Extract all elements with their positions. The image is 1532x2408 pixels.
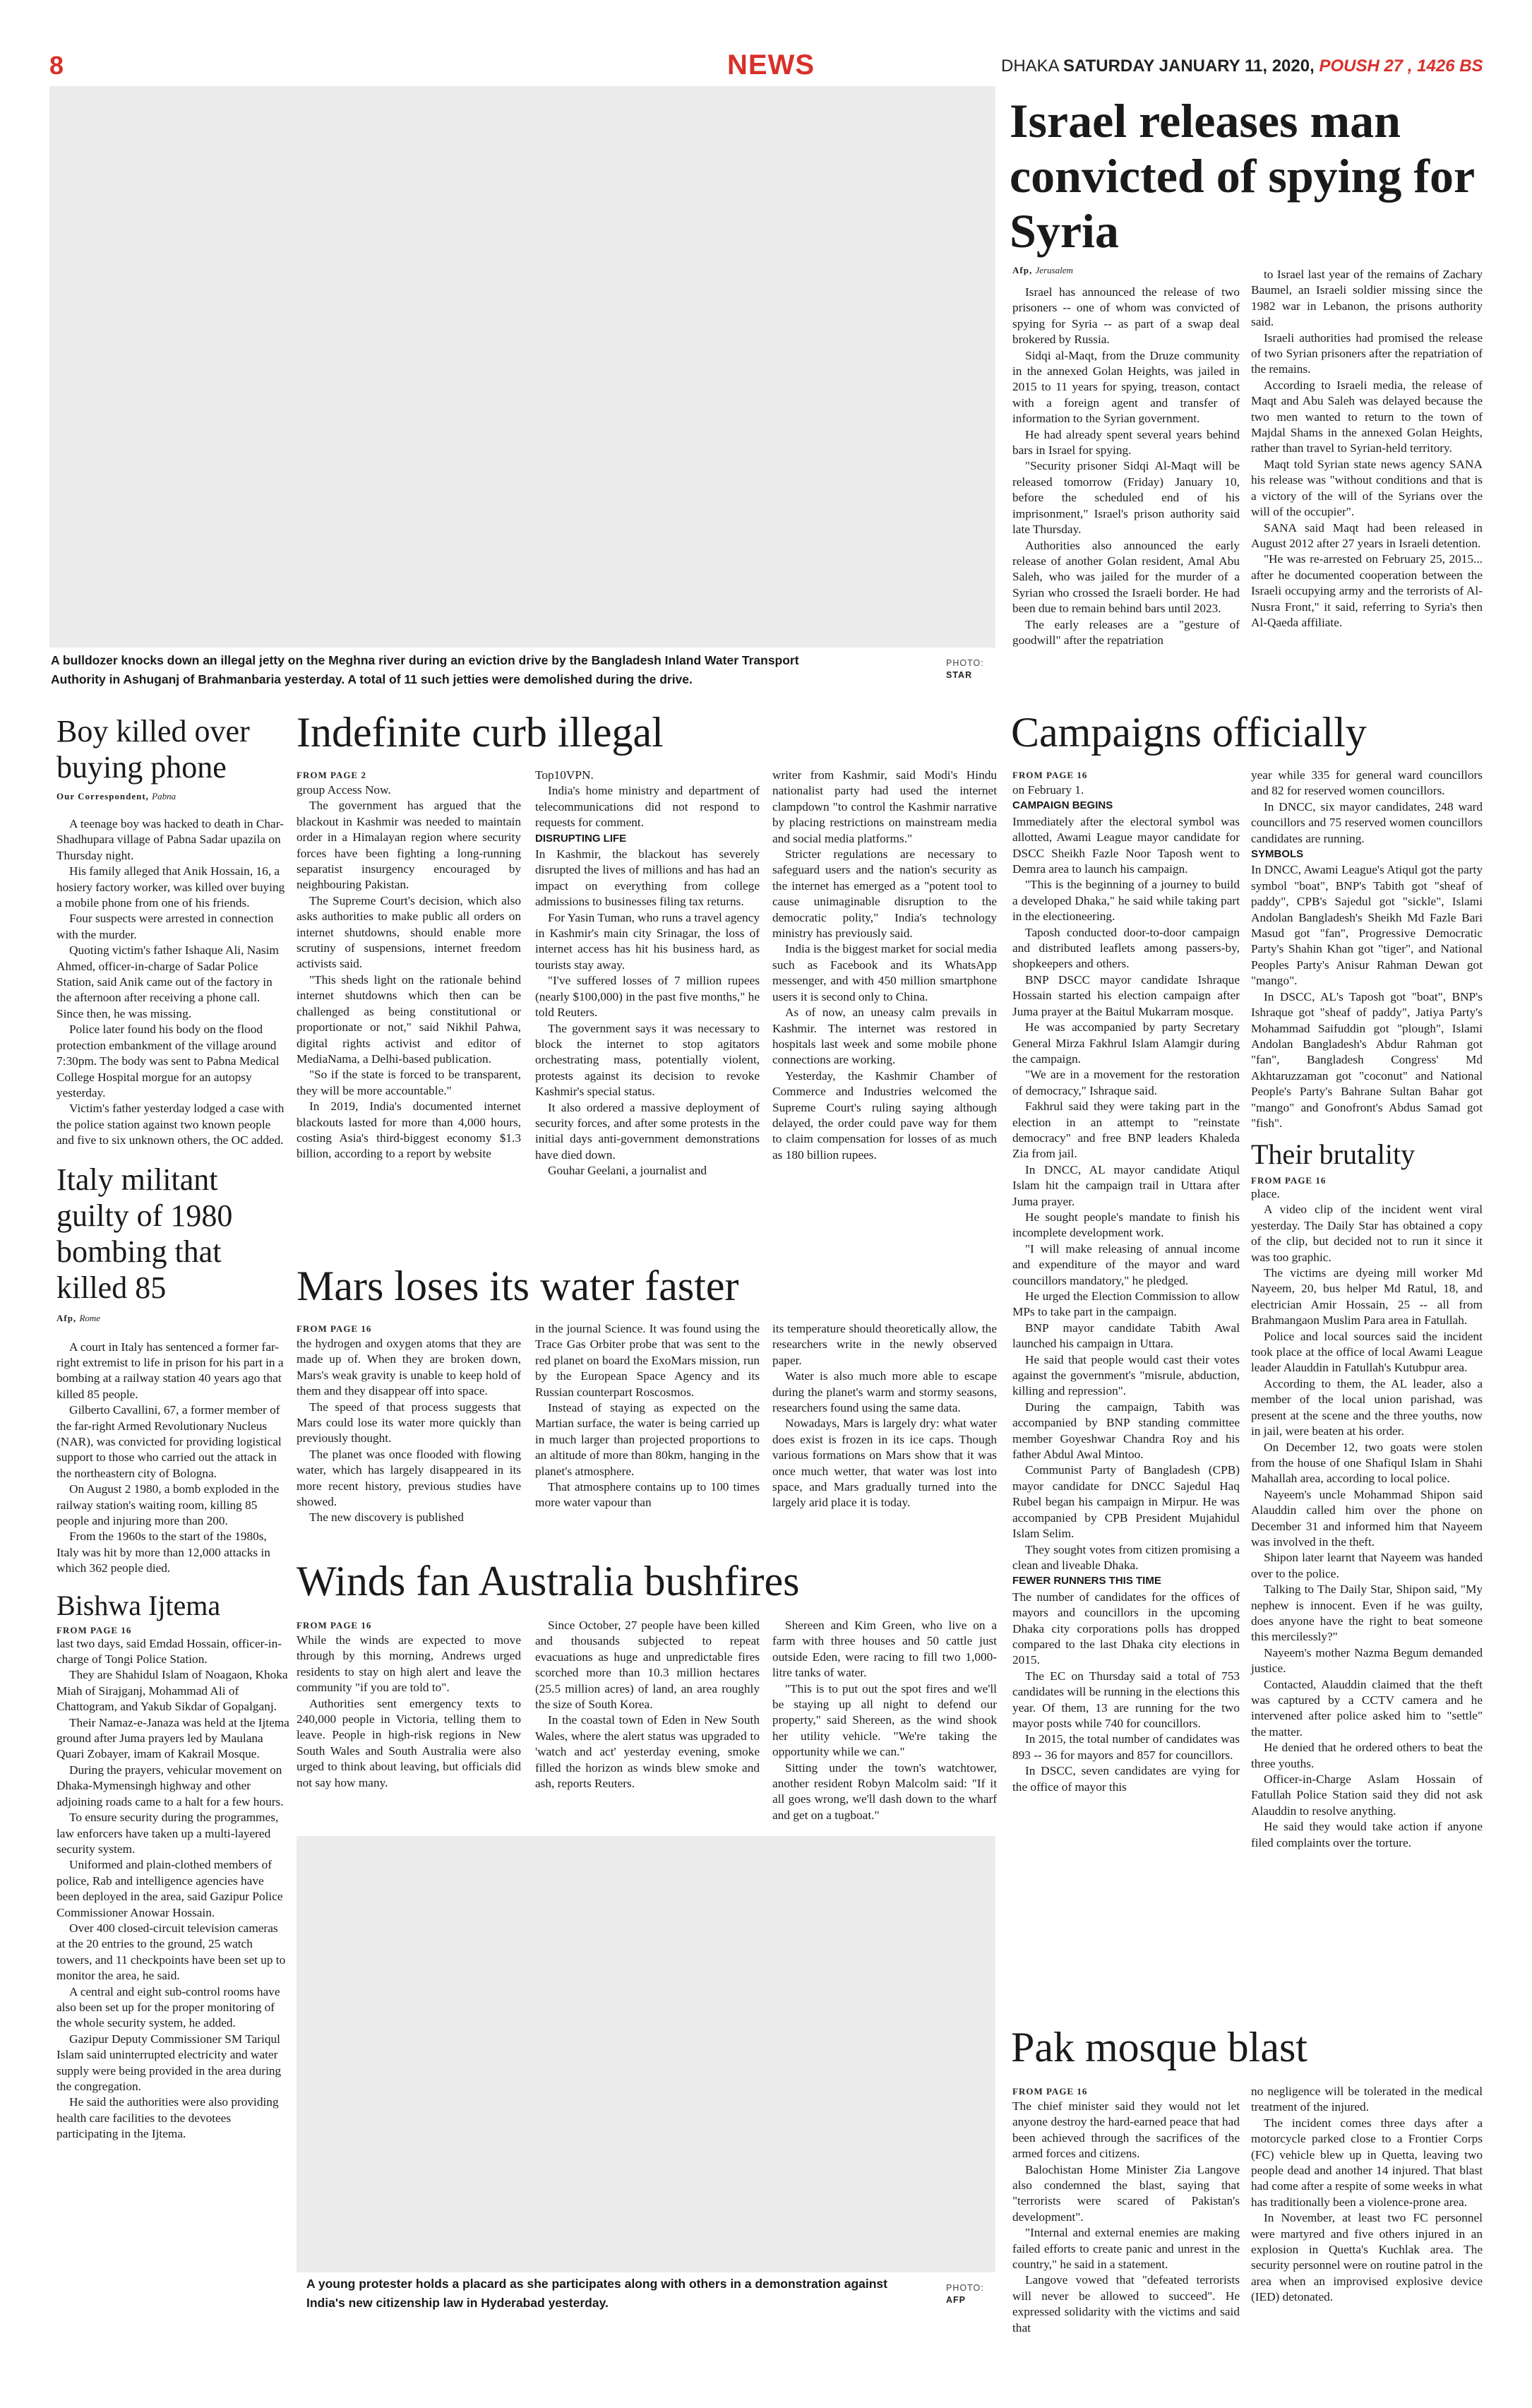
curb-col-2 xyxy=(535,768,760,1179)
italy-body xyxy=(56,1340,289,1577)
paragraph: to Israel last year of the remains of Zachary Baumel, an Israeli soldier missing since the 1982 war in Lebanon, the prisons authority said. xyxy=(1251,268,1483,329)
paragraph: "So if the state is forced to be transparent, they will be more accountable." xyxy=(297,1068,521,1097)
photo-top-credit-label: PHOTO: xyxy=(946,658,984,668)
paragraph: Fakhrul said they were taking part in the election in an attempt to "reinstate democracy" and free BNP leaders Khaleda Zia from jail. xyxy=(1012,1099,1240,1161)
paragraph: place. xyxy=(1251,1187,1280,1200)
paragraph: In 2015, the total number of candidates was 893 -- 36 for mayors and 857 for councillors. xyxy=(1012,1732,1240,1762)
brutality-from-page: FROM PAGE 16 xyxy=(1251,1175,1327,1186)
paragraph: "We are in a movement for the restoration of democracy," Ishraque said. xyxy=(1012,1068,1240,1097)
paragraph: Sitting under the town's watchtower, another resident Robyn Malcolm said: "If it all goes wrong, we'll dash down to the wharf and get on a tugboat." xyxy=(772,1760,997,1822)
israel-col-1 xyxy=(1012,285,1240,648)
paragraph: From the 1960s to the start of the 1980s, Italy was hit by more than 12,000 attacks in which 362 people died. xyxy=(56,1530,270,1575)
paragraph: BNP DSCC mayor candidate Ishraque Hossain started his election campaign after Juma prayer at the Baitul Mukarram mosque. xyxy=(1012,972,1240,1018)
left-column xyxy=(56,713,289,2142)
pak-headline: Pak mosque blast xyxy=(1011,2024,1307,2070)
subhead: CAMPAIGN BEGINS xyxy=(1012,799,1113,812)
paragraph: Israeli authorities had promised the release of two Syrian prisoners after the repatriation of the remains. xyxy=(1251,330,1483,376)
paragraph: "Internal and external enemies are making failed efforts to create panic and unrest in the country," he said in a statement. xyxy=(1012,2226,1240,2272)
paragraph: A video clip of the incident went viral yesterday. The Daily Star has obtained a copy of the clip, but decided not to run it since it was too graphic. xyxy=(1251,1203,1483,1264)
dateline-date: SATURDAY JANUARY 11, 2020, xyxy=(1063,56,1315,76)
boy-headline: Boy killed over buying phone xyxy=(56,714,250,785)
paragraph: Talking to The Daily Star, Shipon said, "My nephew is innocent. Even if he was guilty, does anyone have the right to beat someone this mercilessly?" xyxy=(1251,1583,1483,1644)
paragraph: On December 12, two goats were stolen from the house of one Shafiqul Islam in Shahi Mahallah area, according to local police. xyxy=(1251,1440,1483,1486)
campaigns-from-page: FROM PAGE 16 xyxy=(1012,770,1088,780)
curb-col-3 xyxy=(772,768,997,1163)
paragraph: In DNCC, AL mayor candidate Atiqul Islam hit the campaign trail in Uttara after Juma prayer. xyxy=(1012,1162,1240,1208)
paragraph: The early releases are a "gesture of goodwill" after the repatriation xyxy=(1012,617,1240,647)
section-title: NEWS xyxy=(727,49,815,81)
paragraph: He urged the Election Commission to allow MPs to take part in the campaign. xyxy=(1012,1289,1240,1319)
pak-col-2 xyxy=(1251,2084,1483,2306)
bishwa-body xyxy=(56,1636,289,2142)
paragraph: Victim's father yesterday lodged a case with the police station against two known people and five to six unknown others, the OC added. xyxy=(56,1102,285,1148)
paragraph: Nayeem's uncle Mohammad Shipon said Alauddin called him over the phone on December 31 and informed him that Nayeem was involved in the theft. xyxy=(1251,1487,1483,1549)
paragraph: Authorities sent emergency texts to 240,000 people in Victoria, telling them to leave. People in high-risk regions in New South Wales and South Australia were also urged to think about leaving, but officials did not say how many. xyxy=(297,1696,521,1789)
dateline-bengali: POUSH 27 , 1426 BS xyxy=(1319,56,1483,76)
paragraph: The Supreme Court's decision, which also asks authorities to make public all orders on internet shutdowns, should enable more scrutiny of suspensions, internet freedom activists said. xyxy=(297,893,521,971)
curb-headline: Indefinite curb illegal xyxy=(297,709,664,756)
paragraph: While the winds are expected to move through by this morning, Andrews urged residents to stay on high alert and leave the community "if you are told to". xyxy=(297,1633,521,1695)
paragraph: The incident comes three days after a motorcycle parked close to a Frontier Corps (FC) vehicle blew up in Quetta, leaving two people dead and another 14 injured. That blast had come after a respite of some weeks in what has traditionally been a violence-prone area. xyxy=(1251,2116,1483,2209)
paragraph: Stricter regulations are necessary to safeguard users and the nation's security as the internet has emerged as a "potent tool to cause unimaginable disruption to the democratic polity," India's technology ministry has previously said. xyxy=(772,847,997,941)
paragraph: In November, at least two FC personnel were martyred and five others injured in an explosion in Quetta's Kuchlak area. The security personnel were on routine patrol in the area when an improvised explosive device (IED) detonated. xyxy=(1251,2211,1483,2304)
paragraph: Water is also much more able to escape during the planet's warm and stormy seasons, researchers found using the same data. xyxy=(772,1369,997,1415)
subhead: SYMBOLS xyxy=(1251,848,1304,861)
photo-bottom-credit-label: PHOTO: xyxy=(946,2283,984,2293)
paragraph: He said the authorities were also providing health care facilities to the devotees participating in the Ijtema. xyxy=(56,2095,279,2141)
paragraph: That atmosphere contains up to 100 times more water vapour than xyxy=(535,1480,760,1510)
curb-from-page: FROM PAGE 2 xyxy=(297,770,366,780)
paragraph: Nowadays, Mars is largely dry: what water does exist is frozen in its ice caps. Though various formations on Mars show that it was once much wetter, that water was lost into space, and Mars gradually turned into the largely arid place it is today. xyxy=(772,1417,997,1510)
mars-col-3 xyxy=(772,1321,997,1511)
campaigns-col-2 xyxy=(1251,768,1483,1131)
paragraph: He sought people's mandate to finish his incomplete development work. xyxy=(1012,1210,1240,1240)
winds-from-page: FROM PAGE 16 xyxy=(297,1620,372,1631)
boy-byline-author: Our Correspondent, xyxy=(56,791,149,801)
paragraph: Over 400 closed-circuit television cameras at the 20 entries to the ground, 25 watch towers, and 11 checkpoints have been set up to monitor the area, he said. xyxy=(56,1921,286,1983)
photo-bottom-credit-source: AFP xyxy=(946,2295,966,2305)
paragraph: In DSCC, AL's Taposh got "boat", BNP's Ishraque got "sheaf of paddy", Jatiya Party's Mohammad Saifuddin got "plough", Islami Andolan Bangladesh's Abdur Rahman got "fan", Bangladesh Congress' Md Akhtaruzzaman got "coconut" and National People's Party's Bahrane Sultan Bahar got "mango" and Gonofront's Abdus Samad got "fish". xyxy=(1251,989,1483,1130)
paragraph: The EC on Thursday said a total of 753 candidates will be running in the elections this year. Of them, 13 are running for the two mayor posts while 740 for councillors. xyxy=(1012,1669,1240,1730)
paragraph: no negligence will be tolerated in the medical treatment of the injured. xyxy=(1251,2085,1483,2114)
paragraph: As of now, an uneasy calm prevails in Kashmir. The internet was restored in hospitals last week and some mobile phone connections are working. xyxy=(772,1006,997,1067)
paragraph: on February 1. xyxy=(1012,783,1084,797)
subhead: DISRUPTING LIFE xyxy=(535,832,627,845)
paragraph: During the prayers, vehicular movement on Dhaka-Mymensingh highway and other adjoining roads came to a halt for a few hours. xyxy=(56,1763,284,1808)
paragraph: For Yasin Tuman, who runs a travel agency in Kashmir's main city Srinagar, the loss of internet access has hit his business hard, as tourists stay away. xyxy=(535,910,760,972)
israel-byline-agency: Afp, xyxy=(1012,265,1033,275)
paragraph: According to Israeli media, the release of Maqt and Abu Saleh was delayed because the two men wanted to return to the town of Majdal Shams in the annexed Golan Heights, rather than travel to Syrian-held territory. xyxy=(1251,378,1483,455)
bishwa-from-page: FROM PAGE 16 xyxy=(56,1624,132,1635)
paragraph: Sidqi al-Maqt, from the Druze community in the annexed Golan Heights, was jailed in 2015 to 11 years for spying, treason, contact with a foreign agent and transfer of information to the Syrian government. xyxy=(1012,348,1240,426)
page-number: 8 xyxy=(49,51,64,80)
paragraph: According to them, the AL leader, also a member of the local union parishad, was present at the scene and the three youths, now in jail, were beaten at his order. xyxy=(1251,1376,1483,1438)
photo-bulldozer xyxy=(49,86,995,648)
paragraph: The victims are dyeing mill worker Md Nayeem, 20, bus helper Md Ratul, 18, and electrician Amir Hossain, 25 -- all from Brahmangaon Muslim Para area in Fatullah. xyxy=(1251,1266,1483,1328)
mars-col-2 xyxy=(535,1321,760,1511)
paragraph: The number of candidates for the offices of mayors and councillors in the upcoming Dhaka city corporations polls has dropped compared to the last Dhaka city elections in 2015. xyxy=(1012,1590,1240,1667)
pak-from-page: FROM PAGE 16 xyxy=(1012,2086,1088,2097)
paragraph: BNP mayor candidate Tabith Awal launched his campaign in Uttara. xyxy=(1012,1321,1240,1351)
paragraph: Gilberto Cavallini, 67, a former member of the far-right Armed Revolutionary Nucleus (NAR), was convicted for providing logistical support to those who carried out the attack in the northeastern city of Bologna. xyxy=(56,1403,282,1480)
paragraph: group Access Now. xyxy=(297,783,391,797)
paragraph: in the journal Science. It was found using the Trace Gas Orbiter probe that was sent to the red planet on board the ExoMars mission, run by the European Space Agency and its Russian counterpart Roscosmos. xyxy=(535,1322,760,1399)
paragraph: Uniformed and plain-clothed members of police, Rab and intelligence agencies have been deployed in the area, said Gazipur Police Commissioner Anowar Hossain. xyxy=(56,1858,283,1919)
paragraph: "This is to put out the spot fires and we'll be staying up all night to defend our property," said Shereen, as the wind shook her utility vehicle. "We're taking the opportunity while we can." xyxy=(772,1681,997,1759)
paragraph: Contacted, Alauddin claimed that the theft was captured by a CCTV camera and he intervened after police asked him to "settle" the matter. xyxy=(1251,1677,1483,1739)
winds-col-2 xyxy=(535,1618,760,1792)
paragraph: "This is the beginning of a journey to build a developed Dhaka," he said while taking part in the electioneering. xyxy=(1012,878,1240,924)
paragraph: During the campaign, Tabith was accompanied by BNP standing committee member Goyeshwar Chandra Roy and his father Abdul Awal Mintoo. xyxy=(1012,1400,1240,1462)
paragraph: A court in Italy has sentenced a former far-right extremist to life in prison for his part in a bombing at a railway station 40 years ago that killed 85 people. xyxy=(56,1340,284,1401)
paragraph: "Security prisoner Sidqi Al-Maqt will be released tomorrow (Friday) January 10, before the scheduled end of his imprisonment," Israel's prison authority said late Thursday. xyxy=(1012,459,1240,537)
dateline xyxy=(1001,56,1483,76)
boy-body xyxy=(56,816,289,1149)
paragraph: In the coastal town of Eden in New South Wales, where the alert status was upgraded to 'watch and act' yesterday evening, smoke filled the horizon as winds blew smoke and ash, reports Reuters. xyxy=(535,1713,760,1791)
paragraph: In DNCC, Awami League's Atiqul got the party symbol "boat", BNP's Tabith got "sheaf of paddy", CPB's Sajedul got "sickle", Islami Andolan Bangladesh's Sheikh Md Fazle Bari Masud got "fan", Progressive Democratic Party's Shahin Khan got "tiger", and National Peoples Party's Anisur Rahman Dewan got "mango". xyxy=(1251,863,1483,988)
winds-col-1 xyxy=(297,1633,521,1791)
paragraph: India is the biggest market for social media such as Facebook and its WhatsApp messenger, and with 450 million smartphone users it is second only to China. xyxy=(772,942,997,1003)
bishwa-headline: Bishwa Ijtema xyxy=(56,1589,221,1621)
paragraph: Top10VPN. xyxy=(535,768,594,782)
italy-byline xyxy=(56,1313,289,1324)
photo-top-credit xyxy=(946,657,995,681)
photo-bottom-caption: A young protester holds a placard as she participates along with others in a demonstration against India's new citizenship law in Hyderabad yesterday. xyxy=(306,2277,887,2310)
paragraph: He denied that he ordered others to beat the three youths. xyxy=(1251,1741,1483,1770)
mars-headline: Mars loses its water faster xyxy=(297,1263,739,1309)
israel-byline xyxy=(1012,265,1073,276)
photo-top-credit-source: STAR xyxy=(946,670,973,680)
paragraph: Police later found his body on the flood protection embankment of the village around 7:30pm. The body was sent to Pabna Medical College Hospital morgue for an autopsy yesterday. xyxy=(56,1023,280,1099)
paragraph: The planet was once flooded with flowing water, which has largely disappeared in its more recent history, previous studies have showed. xyxy=(297,1447,521,1509)
paragraph: Nayeem's mother Nazma Begum demanded justice. xyxy=(1251,1645,1483,1676)
paragraph: In DSCC, seven candidates are vying for the office of mayor this xyxy=(1012,1764,1240,1794)
boy-byline xyxy=(56,791,289,802)
paragraph: They sought votes from citizen promising a clean and liveable Dhaka. xyxy=(1012,1542,1240,1572)
pak-col-1 xyxy=(1012,2099,1240,2336)
paragraph: His family alleged that Anik Hossain, 16, a hosiery factory worker, was killed over buying a mobile phone from one of his friends. xyxy=(56,864,285,910)
paragraph: A central and eight sub-control rooms have also been set up for the proper monitoring of the whole security system, he added. xyxy=(56,1984,280,2030)
paragraph: The government says it was necessary to block the internet to stop agitators orchestrating mass, potentially violent, protests against its decision to revoke Kashmir's special status. xyxy=(535,1021,760,1099)
paragraph: They are Shahidul Islam of Noagaon, Khoka Miah of Sirajganj, Mohammad Ali of Chattogram, and Yakub Sikdar of Gopalganj. xyxy=(56,1668,288,1714)
paragraph: "He was re-arrested on February 25, 2015... after he documented cooperation between the Israeli occupying army and the terrorists of Al-Nusra Front," it said, referring to Syria's then Al-Qaeda affiliate. xyxy=(1251,552,1483,629)
paragraph: Communist Party of Bangladesh (CPB) mayor candidate for DNCC Sajedul Haq Rubel began his campaign in Mirpur. He was accompanied by CPB President Mujahidul Islam Selim. xyxy=(1012,1463,1240,1541)
paragraph: The government has argued that the blackout in Kashmir was needed to maintain order in a Himalayan region where security forces have been fighting a long-running separatist insurgency encouraged by neighbouring Pakistan. xyxy=(297,799,521,892)
paragraph: Immediately after the electoral symbol was allotted, Awami League mayor candidate for DSCC Sheikh Fazle Noor Taposh went to Demra area to launch his campaign. xyxy=(1012,814,1240,876)
paragraph: "I've suffered losses of 7 million rupees (nearly $100,000) in the past five months," he told Reuters. xyxy=(535,974,760,1020)
israel-headline: Israel releases man convicted of spying for Syria xyxy=(1010,94,1474,258)
italy-byline-agency: Afp, xyxy=(56,1312,77,1323)
mars-col-1 xyxy=(297,1336,521,1526)
israel-col-2 xyxy=(1251,267,1483,631)
subhead: FEWER RUNNERS THIS TIME xyxy=(1012,1575,1161,1587)
winds-headline: Winds fan Australia bushfires xyxy=(297,1558,800,1604)
paragraph: its temperature should theoretically allow, the researchers write in the newly observed paper. xyxy=(772,1322,997,1367)
paragraph: Since October, 27 people have been killed and thousands subjected to repeat evacuations as huge and unpredictable fires scorched more than 10.3 million hectares (25.5 million acres) of land, an area roughly the size of South Korea. xyxy=(535,1619,760,1712)
paragraph: writer from Kashmir, said Modi's Hindu nationalist party had used the internet clampdown "to control the Kashmir narrative by placing restrictions on mainstream media and social media platforms." xyxy=(772,768,997,845)
paragraph: On August 2 1980, a bomb exploded in the railway station's waiting room, killing 85 people and injuring more than 200. xyxy=(56,1482,280,1527)
paragraph: A teenage boy was hacked to death in Char-Shadhupara village of Pabna Sadar upazila on Thursday night. xyxy=(56,817,284,862)
paragraph: He had already spent several years behind bars in Israel for spying. xyxy=(1012,427,1240,458)
paragraph: Shereen and Kim Green, who live on a farm with three houses and 50 cattle just outside Eden, were racing to fill two 1,000-litre tanks of water. xyxy=(772,1619,997,1680)
paragraph: Maqt told Syrian state news agency SANA his release was "without conditions and that is a victory of the will of the Syrians over the will of the occupier". xyxy=(1251,457,1483,519)
paragraph: To ensure security during the programmes, law enforcers have taken up a multi-layered security system. xyxy=(56,1811,279,1856)
paragraph: SANA said Maqt had been released in August 2012 after 27 years in Israeli detention. xyxy=(1251,520,1483,550)
paragraph: It also ordered a massive deployment of security forces, and after some protests in the initial days anti-government demonstrations have died down. xyxy=(535,1100,760,1162)
italy-headline: Italy militant guilty of 1980 bombing that killed 85 xyxy=(56,1162,233,1305)
paragraph: year while 335 for general ward councillors and 82 for reserved women councillors. xyxy=(1251,768,1483,798)
paragraph: last two days, said Emdad Hossain, officer-in-charge of Tongi Police Station. xyxy=(56,1636,282,1667)
paragraph: Yesterday, the Kashmir Chamber of Commerce and Industries welcomed the Supreme Court's ruling saying although delayed, the order could pave way for them to claim compensation for losses of as much as 180 billion rupees. xyxy=(772,1068,997,1162)
paragraph: In DNCC, six mayor candidates, 248 ward councillors and 75 reserved women councillors candidates are running. xyxy=(1251,799,1483,845)
paragraph: Quoting victim's father Ishaque Ali, Nasim Ahmed, officer-in-charge of Sadar Police Station, said Anik came out of the factory in the afternoon after receiving a phone call. Since then, he was missing. xyxy=(56,943,279,1020)
paragraph: Police and local sources said the incident took place at the office of local Awami League leader Alauddin in Fatullah's Kutubpur area. xyxy=(1251,1329,1483,1375)
paragraph: In Kashmir, the blackout has severely disrupted the lives of millions and has had an impact on everything from college admissions to businesses filing tax returns. xyxy=(535,847,760,909)
paragraph: Israel has announced the release of two prisoners -- one of whom was convicted of spying for Syria -- as part of a swap deal brokered by Russia. xyxy=(1012,285,1240,347)
paragraph: Langove vowed that "defeated terrorists will never be allowed to succeed". He expressed solidarity with the victims and said that xyxy=(1012,2273,1240,2335)
paragraph: Instead of staying as expected on the Martian surface, the water is being carried up in much larger than projected proportions to an altitude of more than 80km, hanging in the planet's atmosphere. xyxy=(535,1401,760,1478)
paragraph: He said that people would cast their votes against the government's "misrule, abduction, killing and repression". xyxy=(1012,1352,1240,1398)
paragraph: Gazipur Deputy Commissioner SM Tariqul Islam said uninterrupted electricity and water supply were being provided in the area during the congregation. xyxy=(56,2032,282,2093)
paragraph: Balochistan Home Minister Zia Langove also condemned the blast, saying that "terrorists were scared of Pakistan's development". xyxy=(1012,2162,1240,2224)
paragraph: Gouhar Geelani, a journalist and xyxy=(548,1164,707,1178)
paragraph: Four suspects were arrested in connection with the murder. xyxy=(56,912,274,941)
paragraph: "This sheds light on the rationale behind internet shutdowns which then can be challenged as being constitutional or proportionate or not," said Nikhil Pahwa, digital rights activist and editor of MediaNama, a Delhi-based publication. xyxy=(297,972,521,1066)
brutality-body xyxy=(1251,1186,1483,1851)
paragraph: the hydrogen and oxygen atoms that they are made up of. When they are broken down, Mars's weak gravity is unable to keep hold of them and they disappear off into space. xyxy=(297,1337,521,1398)
brutality-headline: Their brutality xyxy=(1251,1138,1416,1170)
paragraph: Officer-in-Charge Aslam Hossain of Fatullah Police Station said they did not ask Alauddin to resolve anything. xyxy=(1251,1772,1483,1818)
paragraph: India's home ministry and department of telecommunications did not respond to requests for comment. xyxy=(535,784,760,830)
paragraph: Authorities also announced the early release of another Golan resident, Amal Abu Saleh, who was jailed for the murder of a Syrian who crossed the Israeli border. He had been due to remain behind bars until 2023. xyxy=(1012,538,1240,616)
italy-byline-dateline: Rome xyxy=(79,1312,101,1323)
paragraph: Taposh conducted door-to-door campaign and distributed leaflets among passers-by, shopkeepers and others. xyxy=(1012,925,1240,971)
winds-col-3 xyxy=(772,1618,997,1823)
boy-byline-dateline: Pabna xyxy=(152,791,176,801)
paragraph: "I will make releasing of annual income and expenditure of the mayor and ward councillors mandatory," he pledged. xyxy=(1012,1241,1240,1287)
paragraph: The chief minister said they would not let anyone destroy the hard-earned peace that had been achieved through the sacrifices of the armed forces and citizens. xyxy=(1012,2099,1240,2161)
campaigns-headline: Campaigns officially xyxy=(1011,709,1367,756)
israel-byline-dateline: Jerusalem xyxy=(1035,265,1073,275)
paragraph: The speed of that process suggests that Mars could lose its water more quickly than previously thought. xyxy=(297,1400,521,1446)
photo-bottom-credit xyxy=(946,2282,995,2306)
paragraph: He was accompanied by party Secretary General Mirza Fakhrul Islam Alamgir during the campaign. xyxy=(1012,1020,1240,1066)
curb-col-1 xyxy=(297,782,521,1162)
paragraph: The new discovery is published xyxy=(309,1510,464,1525)
paragraph: Shipon later learnt that Nayeem was handed over to the police. xyxy=(1251,1551,1483,1580)
mars-from-page: FROM PAGE 16 xyxy=(297,1323,372,1334)
paragraph: Their Namaz-e-Janaza was held at the Ijtema ground after Juma prayers led by Maulana Quari Zobayer, imam of Kakrail Mosque. xyxy=(56,1715,289,1761)
photo-top-caption: A bulldozer knocks down an illegal jetty on the Meghna river during an eviction drive by the Bangladesh Inland Water Transport Authority in Ashuganj of Brahmanbaria yesterday. A total of 11 such jetties were demolished during the drive. xyxy=(51,653,799,686)
photo-protester xyxy=(297,1836,995,2272)
dateline-city: DHAKA xyxy=(1001,56,1059,76)
paragraph: In 2019, India's documented internet blackouts lasted for more than 4,000 hours, costing Asia's third-biggest economy $1.3 billion, according to a report by website xyxy=(297,1099,521,1161)
campaigns-col-1 xyxy=(1012,782,1240,1795)
brutality-story xyxy=(1251,1138,1483,1851)
paragraph: He said they would take action if anyone filed complaints over the torture. xyxy=(1251,1820,1483,1849)
